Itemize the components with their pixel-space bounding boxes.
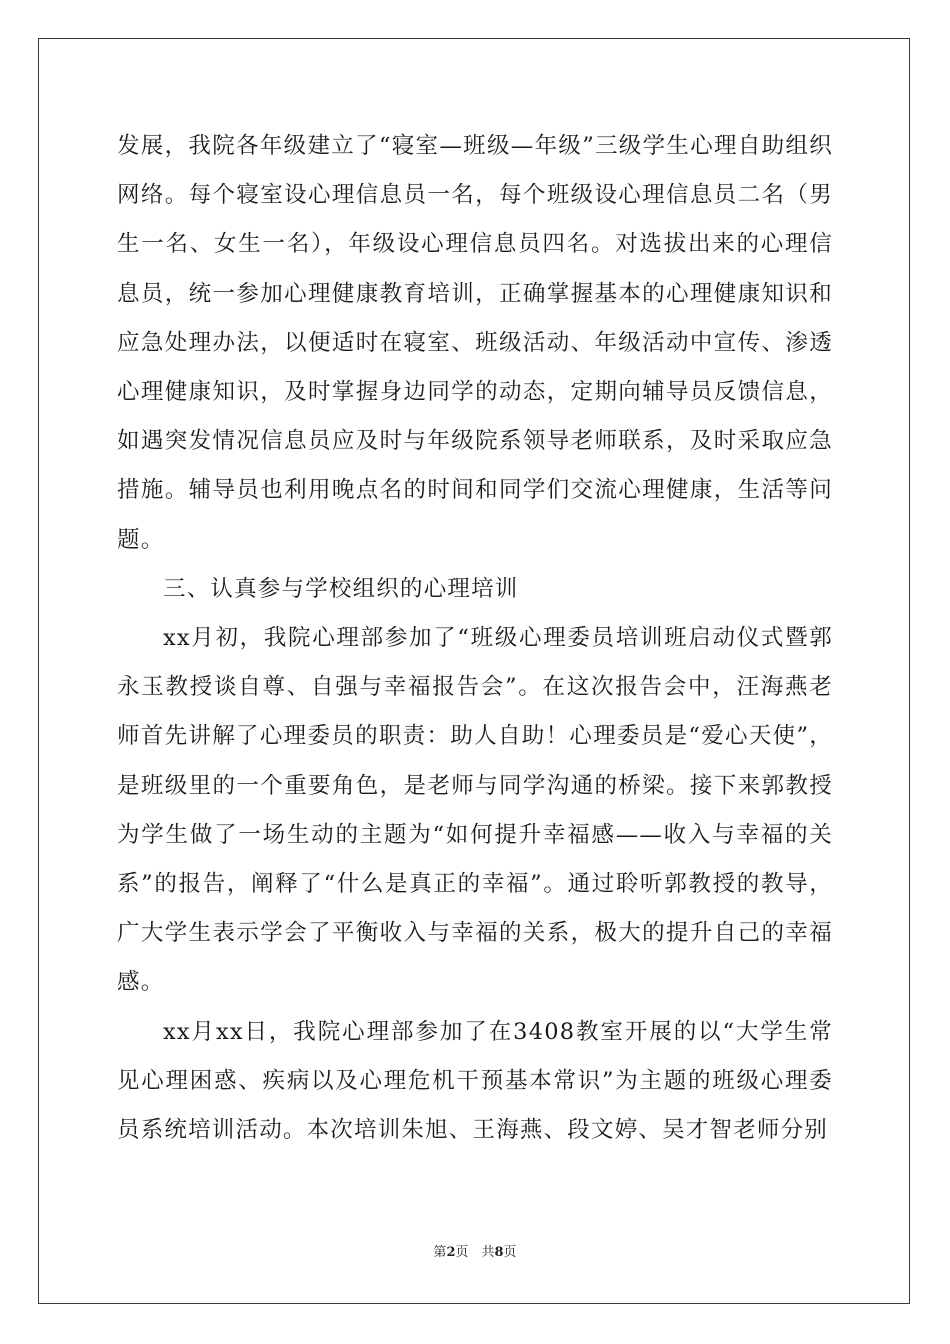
body-paragraph: xx月初，我院心理部参加了“班级心理委员培训班启动仪式暨郭永玉教授谈自尊、自强与幸福报告会”。在这次报告会中，汪海燕老师首先讲解了心理委员的职责：助人自助！心理委员是“爱心天使”，是班级里的一个重要角色，是老师与同学沟通的桥梁。接下来郭教授为学生做了一场生动的主题为“如何提升幸福感——收入与幸福的关系”的报告，阐释了“什么是真正的幸福”。通过聆听郭教授的教导，广大学生表示学会了平衡收入与幸福的关系，极大的提升自己的幸福感。 bbox=[117, 625, 833, 996]
page-suffix: 页 bbox=[503, 1245, 517, 1260]
page-mid: 页 共 bbox=[455, 1245, 495, 1260]
current-page-number: 2 bbox=[446, 1245, 456, 1260]
body-paragraph: xx月xx日，我院心理部参加了在3408教室开展的以“大学生常见心理困惑、疾病以及心理危机干预基本常识”为主题的班级心理委员系统培训活动。本次培训朱旭、王海燕、段文婷、吴才智老师分别 bbox=[117, 1018, 833, 1144]
page-prefix: 第 bbox=[433, 1245, 447, 1260]
document-body bbox=[117, 122, 833, 1155]
section-heading: 三、认真参与学校组织的心理培训 bbox=[163, 575, 519, 602]
body-paragraph: 发展，我院各年级建立了“寝室—班级—年级”三级学生心理自助组织网络。每个寝室设心理信息员一名，每个班级设心理信息员二名（男生一名、女生一名），年级设心理信息员四名。对选拔出来的心理信息员，统一参加心理健康教育培训，正确掌握基本的心理健康知识和应急处理办法，以便适时在寝室、班级活动、年级活动中宣传、渗透心理健康知识，及时掌握身边同学的动态，定期向辅导员反馈信息，如遇突发情况信息员应及时与年级院系领导老师联系，及时采取应急措施。辅导员也利用晚点名的时间和同学们交流心理健康，生活等问题。 bbox=[117, 133, 833, 553]
page-number-footer bbox=[0, 1241, 950, 1260]
total-page-number: 8 bbox=[494, 1245, 504, 1260]
